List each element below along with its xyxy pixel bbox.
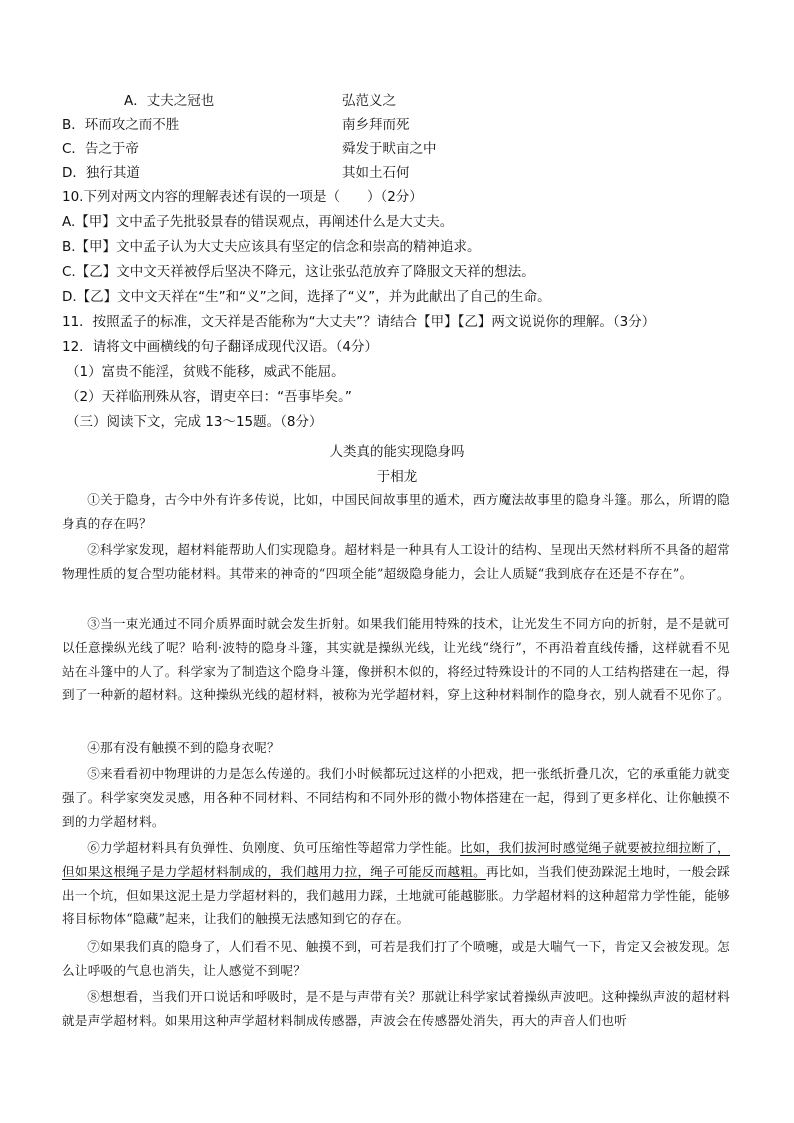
option-d-left: D．独行其道 [62,165,140,181]
option-b-left: B．环而攻之而不胜 [62,117,180,133]
question-12-stem: 12．请将文中画横线的句子翻译成现代汉语。（4分） [62,339,379,355]
option-a-left: A．丈夫之冠也 [124,93,215,109]
article-paragraph-1: ①关于隐身，古今中外有许多传说，比如，中国民间故事里的遁术，西方魔法故事里的隐身斗篷。那么，所谓的隐身真的存在吗？ [62,492,730,531]
section-3-heading: （三）阅读下文，完成 13～15题。（8分） [66,414,323,430]
option-c-left: C．告之于帝 [62,141,139,157]
question-10-choice-a: A.【甲】文中孟子先批驳景春的错误观点，再阐述什么是大丈夫。 [62,214,454,230]
article-paragraph-3: ③当一束光通过不同介质界面时就会发生折射。如果我们能用特殊的技术，让光发生不同方向的折射，是不是就可以任意操纵光线了呢？哈利·波特的隐身斗篷，其实就是操纵光线，让光线“绕行”，不再沿着直线传播，这样就看不见站在斗篷中的人了。科学家为了制造这个隐身斗篷，像拼积木似的，将经过特殊设计的不同的人工结构搭建在一起，得到了一种新的超材料。这种操纵光线的超材料，被称为光学超材料，穿上这种材料制作的隐身衣，别人就看不见你了。 [62,616,730,703]
underlined-sentence: 比如，我们拔河时感觉绳子就要被拉细拉断了，但如果这根绳子是力学超材料制成的，我们越用力拉，绳子可能反而越粗。 [62,840,731,879]
question-11: 11．按照孟子的标准，文天祥是否能称为“大丈夫”？请结合【甲】【乙】两文说说你的理解。（3分） [62,314,656,330]
article-author: 于相龙 [376,469,418,485]
article-paragraph-7: ⑦如果我们真的隐身了，人们看不见、触摸不到，可若是我们打了个喷嚏，或是大喘气一下，肯定又会被发现。怎么让呼吸的气息也消失，让人感觉不到呢？ [62,939,730,978]
question-12-item-1: （1）富贵不能淫，贫贱不能移，威武不能屈。 [66,364,345,380]
paragraph-6-lead: ⑥力学超材料具有负弹性、负刚度、负可压缩性等超常力学性能。 [87,840,461,855]
question-10-choice-d: D.【乙】文中文天祥在“生”和“义”之间，选择了“义”，并为此献出了自己的生命。 [62,289,551,305]
article-title: 人类真的能实现隐身吗 [329,444,465,460]
question-10-choice-c: C.【乙】文中文天祥被俘后坚决不降元，这让张弘范放弃了降服文天祥的想法。 [62,264,535,280]
article-paragraph-8: ⑧想想看，当我们开口说话和呼吸时，是不是与声带有关？那就让科学家试着操纵声波吧。这种操纵声波的超材料就是声学超材料。如果用这种声学超材料制成传感器，声波会在传感器处消失，再大的声音人们也听 [62,989,730,1028]
question-10-choice-b: B.【甲】文中孟子认为大丈夫应该具有坚定的信念和崇高的精神追求。 [62,239,481,255]
option-b-right: 南乡拜而死 [342,117,410,133]
question-10-stem: 10.下列对两文内容的理解表述有误的一项是（ ）（2分） [62,189,423,205]
option-c-right: 舜发于畎亩之中 [342,141,437,157]
article-paragraph-2: ②科学家发现，超材料能帮助人们实现隐身。超材料是一种具有人工设计的结构、呈现出天然材料所不具备的超常物理性质的复合型功能材料。其带来的神奇的“四项全能”超级隐身能力，会让人质疑“我到底存在还是不存在”。 [62,542,730,581]
article-paragraph-6 [62,836,730,931]
article-paragraph-4: ④那有没有触摸不到的隐身衣呢？ [87,740,280,755]
paragraph-6-rest: 再比如，当我们使劲跺泥土地时，一般会踩出一个坑，但如果这泥土是力学超材料的，我们越用力踩，土地就可能越膨胀。力学超材料的这种超常力学性能，能够将目标物体“隐藏”起来，让我们的触摸无法感知到它的存在。 [62,863,731,927]
option-a-right: 弘范义之 [342,93,396,109]
option-d-right: 其如土石何 [342,165,410,181]
question-12-item-2: （2）天祥临刑殊从容，谓吏卒曰：“吾事毕矣。” [66,389,352,405]
article-paragraph-5: ⑤来看看初中物理讲的力是怎么传递的。我们小时候都玩过这样的小把戏，把一张纸折叠几次，它的承重能力就变强了。科学家突发灵感，用各种不同材料、不同结构和不同外形的微小物体搭建在一起，得到了更多样化、让你触摸不到的力学超材料。 [62,766,730,829]
